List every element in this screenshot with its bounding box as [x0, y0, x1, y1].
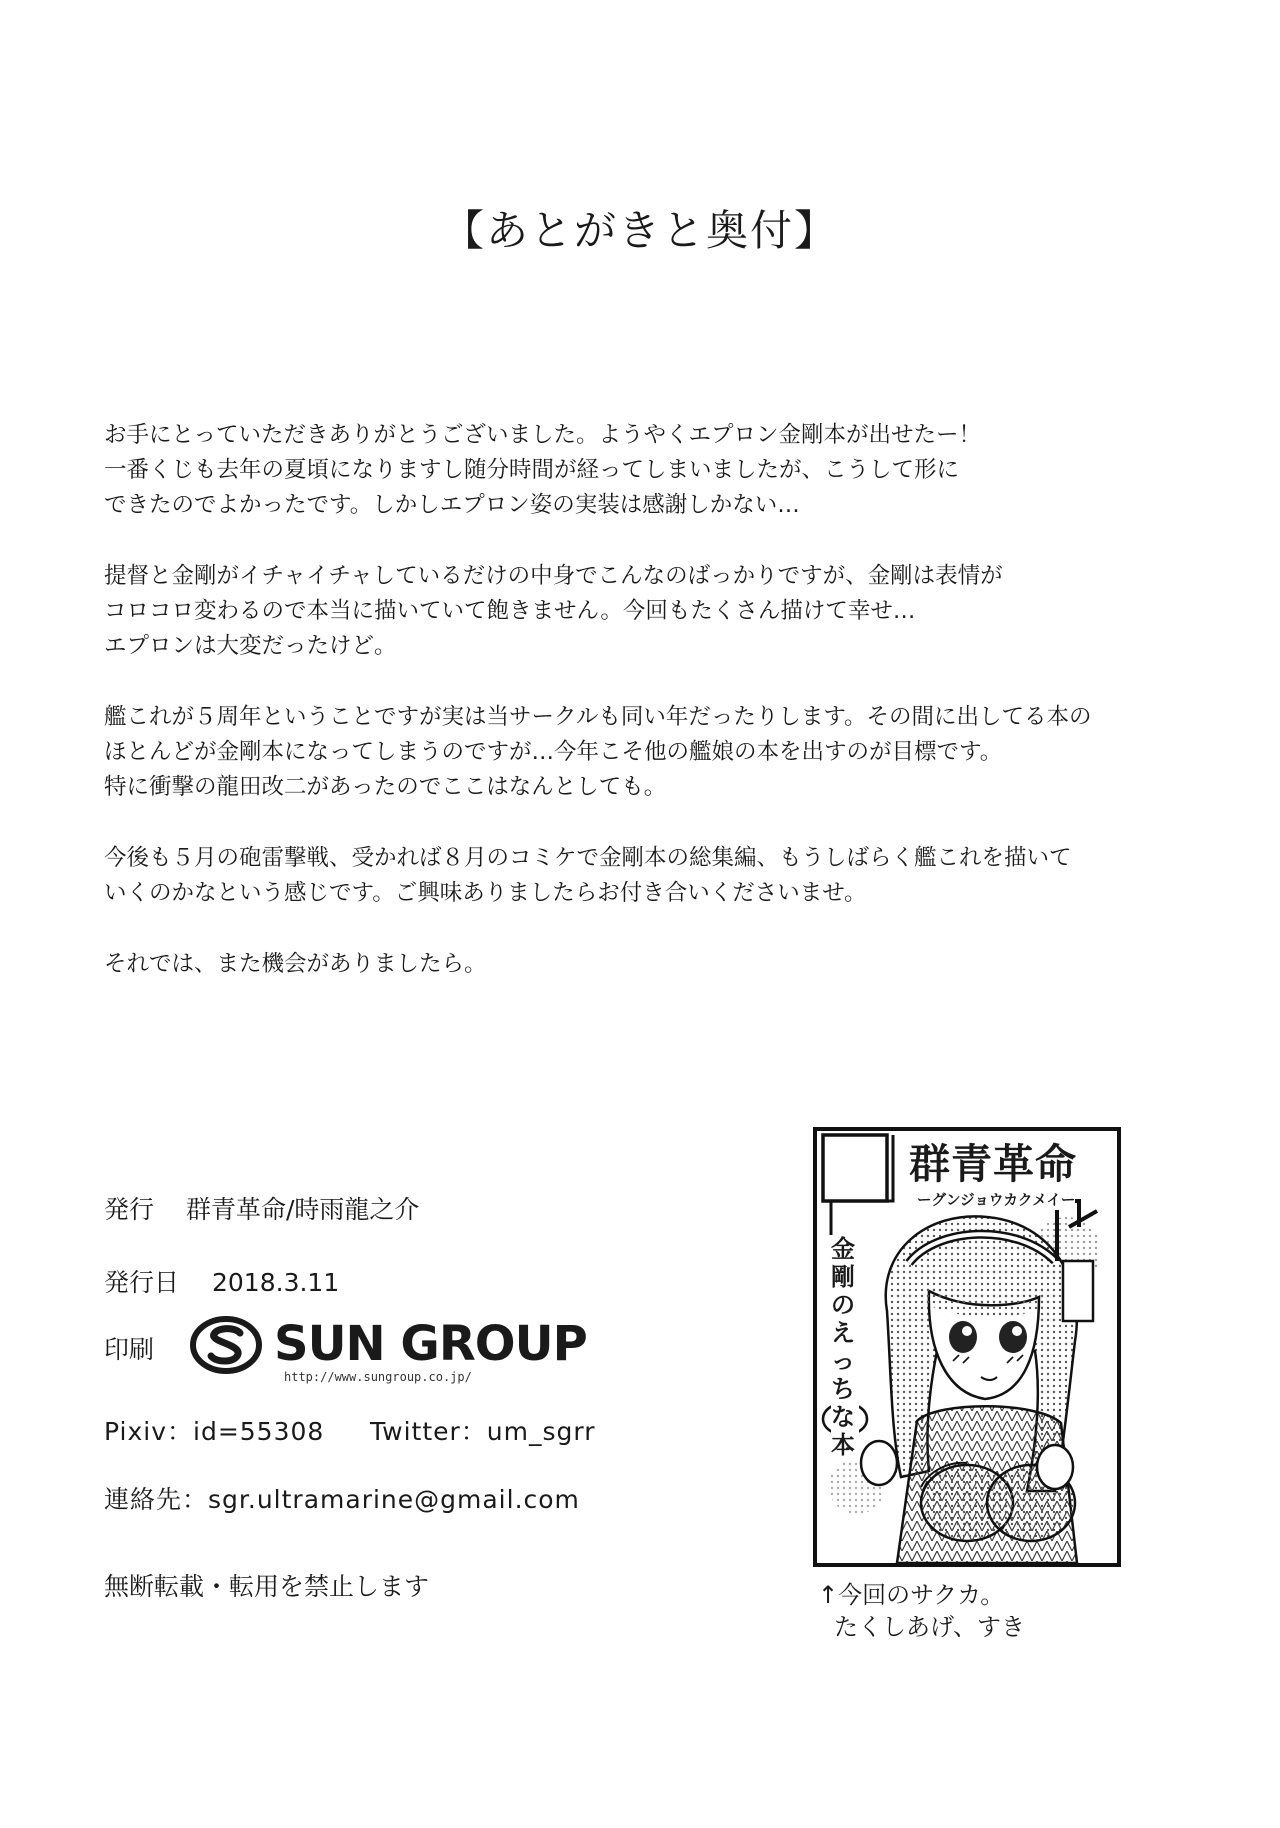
printer-row: [104, 1316, 587, 1384]
date-label: 発行日: [104, 1268, 180, 1297]
circle-cut: [813, 1127, 1121, 1567]
page-title: 【あとがきと奥付】: [441, 206, 838, 255]
text-line: 一番くじも去年の夏頃になりますし随分時間が経ってしまいましたが、こうして形に: [104, 457, 960, 483]
circle-reading: ーグンジョウカクメイー: [917, 1189, 1075, 1210]
text-line: 特に衝撃の龍田改二があったのでここはなんとしても。: [104, 774, 667, 800]
caption-line: たくしあげ、すき: [834, 1613, 1026, 1641]
printer-label: 印刷: [104, 1335, 155, 1364]
sun-group-wordmark: SUN GROUP: [274, 1316, 587, 1372]
publisher-value: 群青革命/時雨龍之介: [186, 1195, 420, 1224]
text-line: コロコロ変わるので本当に描いていて飽きません。今回もたくさん描けて幸せ…: [104, 598, 916, 624]
afterword-paragraph: [104, 559, 1184, 664]
pixiv-id: Pixiv：id=55308: [104, 1417, 325, 1446]
social-row: [104, 1412, 596, 1448]
circle-cut-caption: [818, 1579, 1025, 1643]
contact: 連絡先：sgr.ultramarine@gmail.com: [104, 1485, 580, 1514]
text-line: ほとんどが金剛本になってしまうのですが…今年こそ他の艦娘の本を出すのが目標です。: [104, 739, 1003, 765]
afterword-paragraph: [104, 700, 1184, 805]
text-line: それでは、また機会がありましたら。: [104, 951, 487, 977]
text-line: エプロンは大変だったけど。: [104, 633, 397, 659]
afterword-paragraph: [104, 841, 1184, 911]
sun-group-mark-icon: [190, 1316, 262, 1374]
text-line: できたのでよかったです。しかしエプロン姿の実装は感謝しかない…: [104, 492, 800, 518]
caption-line: ↑今回のサクカ。: [818, 1581, 1005, 1609]
afterword-paragraph: [104, 418, 1184, 523]
afterword-paragraph: [104, 947, 1184, 982]
text-line: お手にとっていただきありがとうございました。ようやくエプロン金剛本が出せたー！: [104, 422, 982, 448]
circle-name: 群青革命: [909, 1140, 1077, 1188]
publisher-row: [104, 1190, 419, 1226]
sun-group-logo: [190, 1316, 590, 1396]
text-line: 提督と金剛がイチャイチャしているだけの中身でこんなのばっかりですが、金剛は表情が: [104, 563, 1003, 589]
book-title: 金剛のえっちな本: [831, 1235, 859, 1459]
twitter-id: Twitter：um_sgrr: [370, 1417, 596, 1446]
text-line: 艦これが５周年ということですが実は当サークルも同い年だったりします。その間に出してる本の: [104, 704, 1092, 730]
afterword: [104, 418, 1184, 1018]
copyright-notice: 無断転載・転用を禁止します: [104, 1572, 430, 1601]
date-value: 2018.3.11: [212, 1268, 340, 1297]
date-row: [104, 1263, 339, 1299]
publisher-label: 発行: [104, 1195, 155, 1224]
text-line: 今後も５月の砲雷撃戦、受かれば８月のコミケで金剛本の総集編、もうしばらく艦これを描いて: [104, 845, 1072, 871]
sun-group-url: http://www.sungroup.co.jp/: [284, 1370, 472, 1384]
text-line: いくのかなという感じです。ご興味ありましたらお付き合いくださいませ。: [104, 880, 867, 906]
